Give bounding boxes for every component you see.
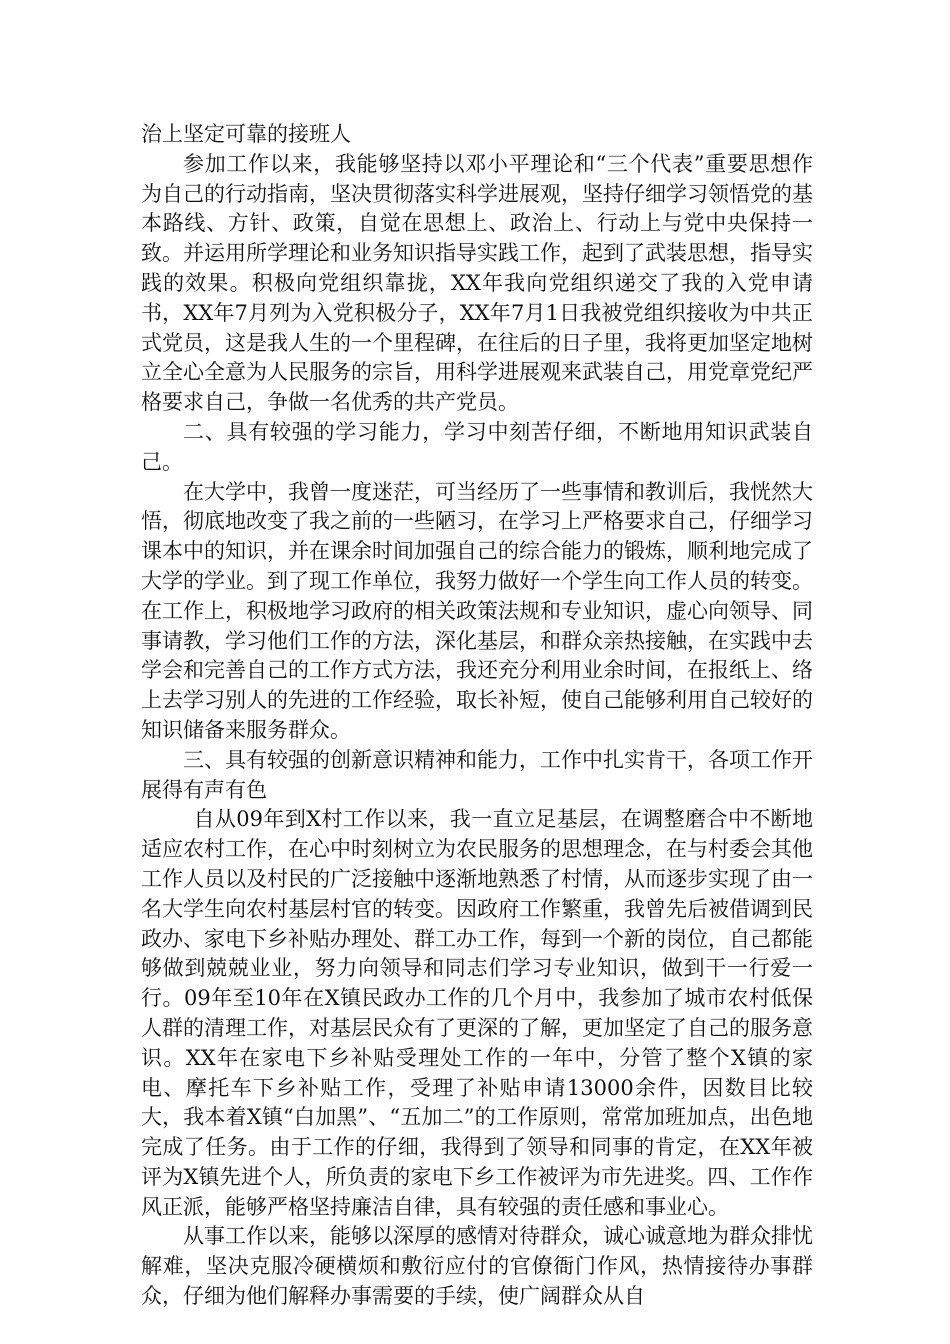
section-heading-3: 三、具有较强的创新意识精神和能力，工作中扎实肯干，各项工作开展得有声有色 bbox=[141, 747, 813, 802]
section-heading-2: 二、具有较强的学习能力，学习中刻苦仔细，不断地用知识武装自己。 bbox=[141, 419, 813, 474]
paragraph-2: 参加工作以来，我能够坚持以邓小平理论和“三个代表”重要思想作为自己的行动指南，坚决贯彻落实科学进展观，坚持仔细学习领悟党的基本路线、方针、政策，自觉在思想上、政治上、行动上与党中央保持一致。并运用所学理论和业务知识指导实践工作，起到了武装思想，指导实践的效果。积极向党组织靠拢，XX年我向党组织递交了我的入党申请书，XX年7月列为入党积极分子，XX年7月1日我被党组织接收为中共正式党员，这是我人生的一个里程碑，在往后的日子里，我将更加坚定地树立全心全意为人民服务的宗旨，用科学进展观来武装自己，用党章党纪严格要求自己，争做一名优秀的共产党员。 bbox=[141, 151, 813, 415]
paragraph-1: 治上坚定可靠的接班人 bbox=[141, 122, 351, 146]
paragraph-3: 在大学中，我曾一度迷茫，可当经历了一些事情和教训后，我恍然大悟，彻底地改变了我之前的一些陋习，在学习上严格要求自己，仔细学习课本中的知识，并在课余时间加强自己的综合能力的锻炼，顺利地完成了大学的学业。到了现工作单位，我努力做好一个学生向工作人员的转变。在工作上，积极地学习政府的相关政策法规和专业知识，虚心向领导、同事请教，学习他们工作的方法，深化基层，和群众亲热接触，在实践中去学会和完善自己的工作方式方法，我还充分利用业余时间，在报纸上、络上去学习别人的先进的工作经验，取长补短，使自己能够利用自己较好的知识储备来服务群众。 bbox=[141, 479, 813, 742]
document-body bbox=[141, 120, 813, 1312]
paragraph-5: 从事工作以来，能够以深厚的感情对待群众，诚心诚意地为群众排忧解难，坚决克服冷硬横烦和敷衍应付的官僚衙门作风，热情接待办事群众，仔细为他们解释办事需要的手续，使广阔群众从自 bbox=[141, 1224, 813, 1309]
paragraph-4: 自从09年到X村工作以来，我一直立足基层，在调整磨合中不断地适应农村工作，在心中时刻树立为农民服务的思想理念，在与村委会其他工作人员以及村民的广泛接触中逐渐地熟悉了村情，从而逐步实现了由一名大学生向农村基层村官的转变。因政府工作繁重，我曾先后被借调到民政办、家电下乡补贴办理处、群工办工作，每到一个新的岗位，自己都能够做到兢兢业业，努力向领导和同志们学习专业知识，做到干一行爱一行。09年至10年在X镇民政办工作的几个月中，我参加了城市农村低保人群的清理工作，对基层民众有了更深的了解，更加坚定了自己的服务意识。XX年在家电下乡补贴受理处工作的一年中，分管了整个X镇的家电、摩托车下乡补贴工作，受理了补贴申请13000余件，因数目比较大，我本着X镇“白加黑”、“五加二”的工作原则，常常加班加点，出色地完成了任务。由于工作的仔细，我得到了领导和同事的肯定，在XX年被评为X镇先进个人，所负责的家电下乡工作被评为市先进奖。四、工作作风正派，能够严格坚持廉洁自律，具有较强的责任感和事业心。 bbox=[141, 807, 813, 1219]
